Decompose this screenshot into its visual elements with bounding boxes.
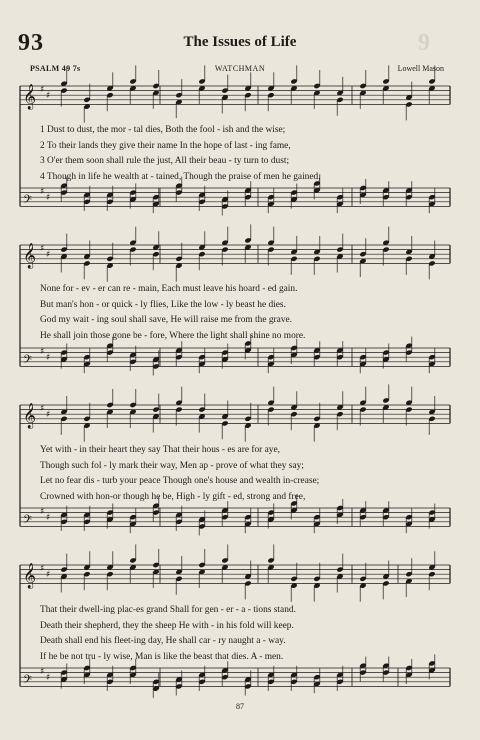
sharp-icon: ♯ <box>46 352 51 363</box>
sharp-icon: ♯ <box>40 563 45 574</box>
verse-line: 1 Dust to dust, the mor - tal dies, Both the fool - ish and the wise; <box>40 125 286 135</box>
verse-line: Yet with - in their heart they say That their hous - es are for aye, <box>40 445 280 455</box>
show-through-mark: 9 <box>418 30 430 56</box>
treble-clef-icon: 𝄞 <box>23 563 37 589</box>
composer-credit: Lowell Mason <box>397 64 444 73</box>
treble-clef-icon: 𝄞 <box>23 403 37 429</box>
lyrics-system-4 <box>40 603 450 665</box>
verse-line: He shall join those gone be - fore, Where the light shall shine no more. <box>40 330 306 341</box>
sharp-icon: ♯ <box>46 512 51 523</box>
verse-line: None for - ev - er can re - main, Each must leave his hoard - ed gain. <box>40 284 298 294</box>
verse-line: 4 Though in life he wealth at - tained, Though the praise of men he gained, <box>40 171 321 182</box>
verse-line: Death their shepherd, they the sheep He with - in his fold will keep. <box>40 620 294 631</box>
sharp-icon: ♯ <box>40 666 45 677</box>
sharp-icon: ♯ <box>40 506 45 517</box>
sharp-icon: ♯ <box>40 403 45 414</box>
sharp-icon: ♯ <box>46 569 51 580</box>
verse-line: That their dwell-ing plac-es grand Shall for gen - er - a - tions stand. <box>40 605 296 615</box>
sharp-icon: ♯ <box>46 672 51 683</box>
sharp-icon: ♯ <box>46 192 51 203</box>
verse-line: Death shall end his fleet-ing day, He shall car - ry naught a - way. <box>40 636 286 647</box>
bass-clef-icon: 𝄢 <box>23 353 33 370</box>
sharp-icon: ♯ <box>46 249 51 260</box>
verse-line: But man's hon - or quick - ly flies, Like the low - ly beast he dies. <box>40 299 286 310</box>
verse-line: Crowned with hon-or though he be, High - ly gift - ed, strong and free, <box>40 491 306 502</box>
sharp-icon: ♯ <box>40 346 45 357</box>
tune-name: WATCHMAN <box>214 64 266 73</box>
bass-clef-icon: 𝄢 <box>23 513 33 530</box>
sharp-icon: ♯ <box>40 186 45 197</box>
lyrics-system-2 <box>40 282 450 344</box>
sharp-icon: ♯ <box>40 84 45 95</box>
bass-clef-icon: 𝄢 <box>23 673 33 690</box>
verse-line: Let no fear dis - turb your peace Though one's house and wealth in-crease; <box>40 476 320 487</box>
psalm-reference: PSALM 49 7s <box>30 64 81 73</box>
bass-clef-icon: 𝄢 <box>23 193 33 210</box>
lyrics-system-1 <box>40 123 450 185</box>
verse-line: 2 To their lands they give their name In the hope of last - ing fame, <box>40 140 291 151</box>
hymn-title: The Issues of Life <box>183 34 297 50</box>
treble-clef-icon: 𝄞 <box>23 84 37 110</box>
treble-clef-icon: 𝄞 <box>23 243 37 269</box>
verse-line: If he be not tru - ly wise, Man is like the beast that dies. A - men. <box>40 651 284 662</box>
verse-line: 3 O'er them soon shall rule the just, All their beau - ty turn to dust; <box>40 156 290 167</box>
sharp-icon: ♯ <box>40 243 45 254</box>
lyrics-system-3 <box>40 443 450 505</box>
sharp-icon: ♯ <box>46 409 51 420</box>
sharp-icon: ♯ <box>46 90 51 101</box>
hymn-number: 93 <box>18 30 44 56</box>
verse-line: God my wait - ing soul shall save, He will raise me from the grave. <box>40 315 293 326</box>
verse-line: Though such fol - ly mark their way, Men ap - prove of what they say; <box>40 460 304 471</box>
page-number: 87 <box>236 702 244 711</box>
